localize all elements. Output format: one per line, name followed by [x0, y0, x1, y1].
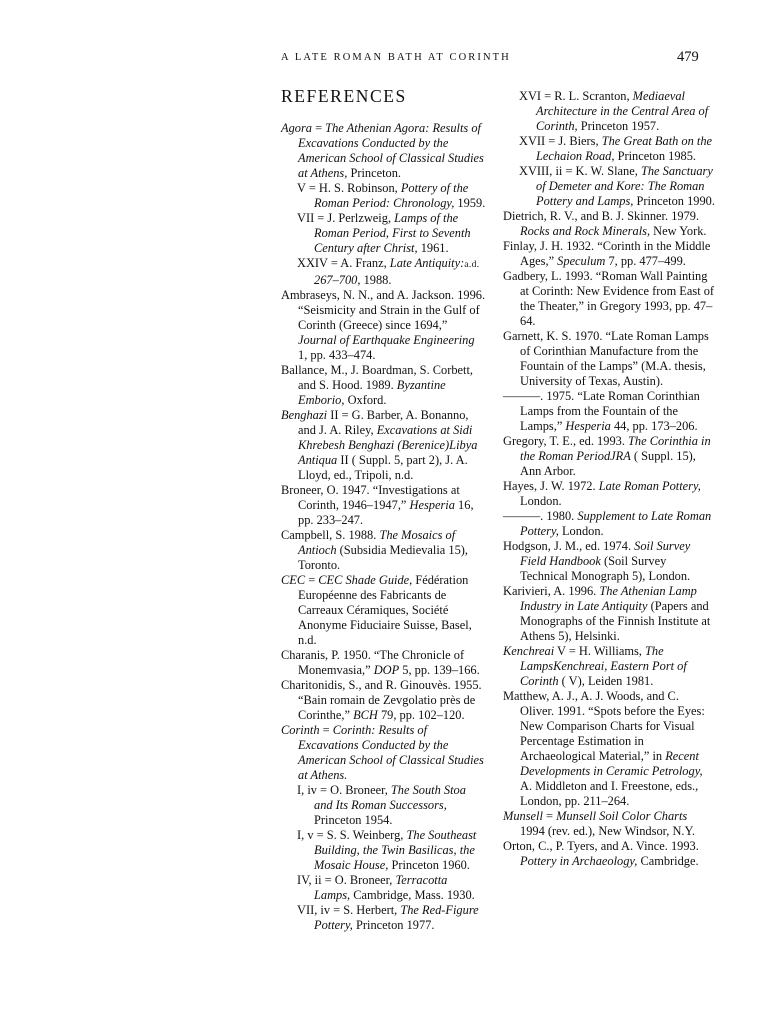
references-left-column: [281, 121, 486, 933]
reference-short-title: Munsell: [503, 809, 543, 823]
reference-entry-hayes-1980: [503, 509, 715, 539]
reference-tail: London.: [520, 494, 562, 508]
reference-text: =: [319, 723, 333, 737]
reference-entry-corinth-18-2: [503, 164, 715, 209]
reference-tail: 7, pp. 477–499.: [605, 254, 686, 268]
reference-entry-ballance: [281, 363, 486, 408]
reference-tail-2: Suppl. 5, part 2), J. A. Lloyd, ed., Tripoli, n.d.: [298, 453, 468, 482]
reference-text: Gadbery, L. 1993. “Roman Wall Painting at Corinth: New Evidence from East of the Theater,” in Gregory 1993, pp. 47–64.: [503, 269, 715, 328]
reference-title: Hesperia: [565, 419, 611, 433]
reference-text: =: [542, 809, 557, 823]
reference-text: I, v = S. S. Weinberg,: [297, 828, 407, 842]
reference-entry-charitonidis: [281, 678, 486, 723]
reference-tail-2: V), Leiden 1981.: [565, 674, 654, 688]
reference-title: Recent Developments in Ceramic Petrology,: [520, 749, 703, 778]
reference-title-2: JRA: [610, 449, 631, 463]
reference-tail: (Subsidia Medievalia 15), Toronto.: [298, 543, 468, 572]
reference-title: Late Roman Pottery,: [598, 479, 701, 493]
reference-entry-corinth-1-4: [281, 783, 486, 828]
reference-text: VII, iv = S. Herbert,: [297, 903, 401, 917]
reference-text: Karivieri, A. 1996.: [503, 584, 600, 598]
reference-title: CEC Shade Guide,: [318, 573, 413, 587]
reference-entry-ambraseys: [281, 288, 486, 363]
reference-title: Rocks and Rock Minerals,: [520, 224, 651, 238]
reference-tail: Princeton 1990.: [633, 194, 715, 208]
reference-short-title: CEC: [281, 573, 306, 587]
section-title: REFERENCES: [281, 86, 407, 106]
reference-tail: (: [558, 674, 566, 688]
reference-entry-agora: [281, 121, 486, 181]
reference-text: Broneer, O. 1947. “Investigations at Corinth, 1946–1947,”: [281, 483, 460, 512]
reference-tail: Cambridge.: [637, 854, 699, 868]
reference-entry-corinth-7-4: [281, 903, 486, 933]
reference-title: Speculum: [557, 254, 606, 268]
reference-entry-gregory: [503, 434, 715, 479]
reference-entry-gadbery: [503, 269, 715, 329]
reference-title: Journal of Earthquake Engineering: [298, 333, 475, 347]
reference-entry-hayes-1972: [503, 479, 715, 509]
reference-entry-corinth-1-5: [281, 828, 486, 873]
reference-text: Matthew, A. J., A. J. Woods, and C. Oliver. 1991. “Spots before the Eyes: New Comparison Charts for Visual Percentage Estimation in Archaeological Material,” in: [503, 689, 705, 763]
reference-tail: Princeton.: [347, 166, 402, 180]
reference-title: Excavations at Sidi Khrebesh Benghazi (Berenice): [298, 423, 473, 452]
reference-title: Soil Survey Field Handbook: [520, 539, 691, 568]
reference-title: Hesperia: [409, 498, 455, 512]
reference-tail: Oxford.: [344, 393, 387, 407]
reference-title: The Athenian Agora: Results of Excavations Conducted by the American School of Classical Studies at Athens,: [298, 121, 484, 180]
reference-short-title: Kenchreai: [503, 644, 555, 658]
reference-tail: New York.: [650, 224, 707, 238]
reference-entry-broneer: [281, 483, 486, 528]
reference-text: II = G. Barber, A. Bonanno, and J. A. Riley,: [298, 408, 469, 437]
reference-title: BCH: [353, 708, 378, 722]
reference-short-title: Corinth: [281, 723, 320, 737]
reference-tail: 5, pp. 139–166.: [399, 663, 480, 677]
reference-text: Ballance, M., J. Boardman, S. Corbett, and S. Hood. 1989.: [281, 363, 474, 392]
reference-title: DOP: [373, 663, 400, 677]
reference-entry-charanis: [281, 648, 486, 678]
reference-tail: (: [630, 449, 639, 463]
reference-entry-karivieri: [503, 584, 715, 644]
reference-tail: (Soil Survey Technical Monograph 5), London.: [520, 554, 691, 583]
reference-smallcaps: a.d.: [464, 260, 480, 270]
reference-title: The Red-Figure Pottery,: [314, 903, 479, 932]
reference-text: Finlay, J. H. 1932. “Corinth in the Middle Ages,”: [503, 239, 711, 268]
reference-text: Charitonidis, S., and R. Ginouvès. 1955. “Bain romain de Zevgolatio près de Corinthe,”: [281, 678, 482, 722]
reference-tail: Princeton 1977.: [352, 918, 435, 932]
reference-title: Terracotta Lamps,: [314, 873, 448, 902]
reference-text: Charanis, P. 1950. “The Chronicle of Monemvasia,”: [281, 648, 465, 677]
reference-entry-corinth: [281, 723, 486, 783]
reference-text: XXIV = A. Franz,: [297, 256, 390, 270]
reference-tail: 1, pp. 433–474.: [298, 348, 376, 362]
reference-title-2: 267–700,: [314, 273, 361, 287]
reference-entry-kenchreai: [503, 644, 715, 689]
reference-text: XVIII, ii = K. W. Slane,: [519, 164, 641, 178]
running-head: A LATE ROMAN BATH AT CORINTH: [281, 52, 511, 63]
reference-title-2: Kenchreai, Eastern Port of Corinth: [520, 659, 687, 688]
reference-title: The Athenian Lamp Industry in Late Antiquity: [520, 584, 697, 613]
reference-title: Munsell Soil Color Charts: [556, 809, 688, 823]
reference-tail: 44, pp. 173–206.: [610, 419, 698, 433]
reference-entry-corinth-4-2: [281, 873, 486, 903]
reference-short-title: Benghazi: [281, 408, 328, 422]
reference-text: Dietrich, R. V., and B. J. Skinner. 1979.: [503, 209, 700, 223]
reference-entry-garnett-1975: [503, 389, 715, 434]
reference-title: The Mosaics of Antioch: [298, 528, 456, 557]
reference-entry-dietrich: [503, 209, 715, 239]
reference-tail: 1988.: [360, 273, 392, 287]
reference-title: The Great Bath on the Lechaion Road,: [536, 134, 713, 163]
reference-entry-munsell: [503, 809, 715, 839]
references-right-column: [503, 89, 715, 869]
reference-text: ———. 1980.: [503, 509, 578, 523]
reference-text: =: [311, 121, 326, 135]
reference-title: Late Antiquity:: [389, 256, 465, 270]
reference-tail: 16, pp. 233–247.: [298, 498, 474, 527]
reference-entry-campbell: [281, 528, 486, 573]
reference-tail: 1959.: [454, 196, 486, 210]
reference-tail: 1961.: [417, 241, 449, 255]
reference-text: XVI = R. L. Scranton,: [519, 89, 633, 103]
reference-entry-cec: [281, 573, 486, 648]
reference-entry-garnett-1970: [503, 329, 715, 389]
reference-text: IV, ii = O. Broneer,: [297, 873, 396, 887]
reference-short-title: Agora: [281, 121, 312, 135]
reference-tail: 1994 (rev. ed.), New Windsor, N.Y.: [520, 824, 695, 838]
reference-entry-agora-vii: [281, 211, 486, 256]
reference-title: Corinth: Results of Excavations Conducted by the American School of Classical Studies at Athens.: [298, 723, 484, 782]
reference-title: Byzantine Emborio,: [298, 378, 446, 407]
reference-tail: Princeton 1954.: [314, 813, 393, 827]
reference-text: Ambraseys, N. N., and A. Jackson. 1996. “Seismicity and Strain in the Gulf of Corinth (Greece) since 1694,”: [281, 288, 486, 332]
reference-entry-benghazi: [281, 408, 486, 483]
reference-tail: Princeton 1960.: [388, 858, 470, 872]
reference-title-2: Libya Antiqua: [298, 438, 478, 467]
reference-entry-corinth-16: [503, 89, 715, 134]
reference-entry-agora-xxiv: [281, 256, 486, 288]
reference-text: Hayes, J. W. 1972.: [503, 479, 599, 493]
reference-tail: II (: [337, 453, 356, 467]
reference-title: Supplement to Late Roman Pottery,: [520, 509, 712, 538]
reference-title: The South Stoa and Its Roman Successors,: [314, 783, 466, 812]
reference-tail: London.: [558, 524, 604, 538]
reference-title: Lamps of the Roman Period, First to Seventh Century after Christ,: [314, 211, 471, 255]
reference-title: The Corinthia in the Roman Period: [520, 434, 711, 463]
reference-text: Campbell, S. 1988.: [281, 528, 380, 542]
reference-text: Orton, C., P. Tyers, and A. Vince. 1993.: [503, 839, 699, 853]
reference-text: Gregory, T. E., ed. 1993.: [503, 434, 629, 448]
reference-title: The Sanctuary of Demeter and Kore: The Roman Pottery and Lamps,: [536, 164, 713, 208]
reference-text: ———. 1975. “Late Roman Corinthian Lamps from the Fountain of the Lamps,”: [503, 389, 700, 433]
reference-tail: Princeton 1985.: [614, 149, 697, 163]
reference-text: Garnett, K. S. 1970. “Late Roman Lamps of Corinthian Manufacture from the Fountain of the Lamps” (M.A. thesis, University of Texas, Austin).: [503, 329, 709, 388]
reference-text: I, iv = O. Broneer,: [297, 783, 391, 797]
reference-tail-2: Suppl. 15), Ann Arbor.: [520, 449, 696, 478]
reference-text: Hodgson, J. M., ed. 1974.: [503, 539, 635, 553]
reference-entry-hodgson: [503, 539, 715, 584]
reference-title: Mediaeval Architecture in the Central Area of Corinth,: [536, 89, 709, 133]
reference-text: VII = J. Perlzweig,: [297, 211, 395, 225]
reference-text: V = H. Williams,: [554, 644, 645, 658]
page-number: 479: [677, 49, 699, 65]
reference-title: The Lamps: [520, 644, 664, 673]
reference-text: V = H. S. Robinson,: [297, 181, 401, 195]
reference-entry-agora-v: [281, 181, 486, 211]
reference-text: =: [305, 573, 319, 587]
reference-tail: 79, pp. 102–120.: [377, 708, 465, 722]
reference-text: XVII = J. Biers,: [519, 134, 602, 148]
reference-title: The Southeast Building, the Twin Basilicas, the Mosaic House,: [314, 828, 477, 872]
reference-entry-corinth-17: [503, 134, 715, 164]
reference-tail: A. Middleton and I. Freestone, eds., London, pp. 211–264.: [520, 779, 699, 808]
reference-entry-finlay: [503, 239, 715, 269]
reference-tail: (Papers and Monographs of the Finnish Institute at Athens 5), Helsinki.: [520, 599, 711, 643]
reference-tail: Cambridge, Mass. 1930.: [350, 888, 475, 902]
reference-entry-matthew: [503, 689, 715, 809]
reference-title: Pottery of the Roman Period: Chronology,: [314, 181, 469, 210]
reference-entry-orton: [503, 839, 715, 869]
reference-tail: Fédération Européenne des Fabricants de Carreaux Céramiques, Société Anonyme Fiduciaire Suisse, Basel, n.d.: [298, 573, 472, 647]
reference-tail: Princeton 1957.: [577, 119, 660, 133]
reference-title: Pottery in Archaeology,: [520, 854, 638, 868]
